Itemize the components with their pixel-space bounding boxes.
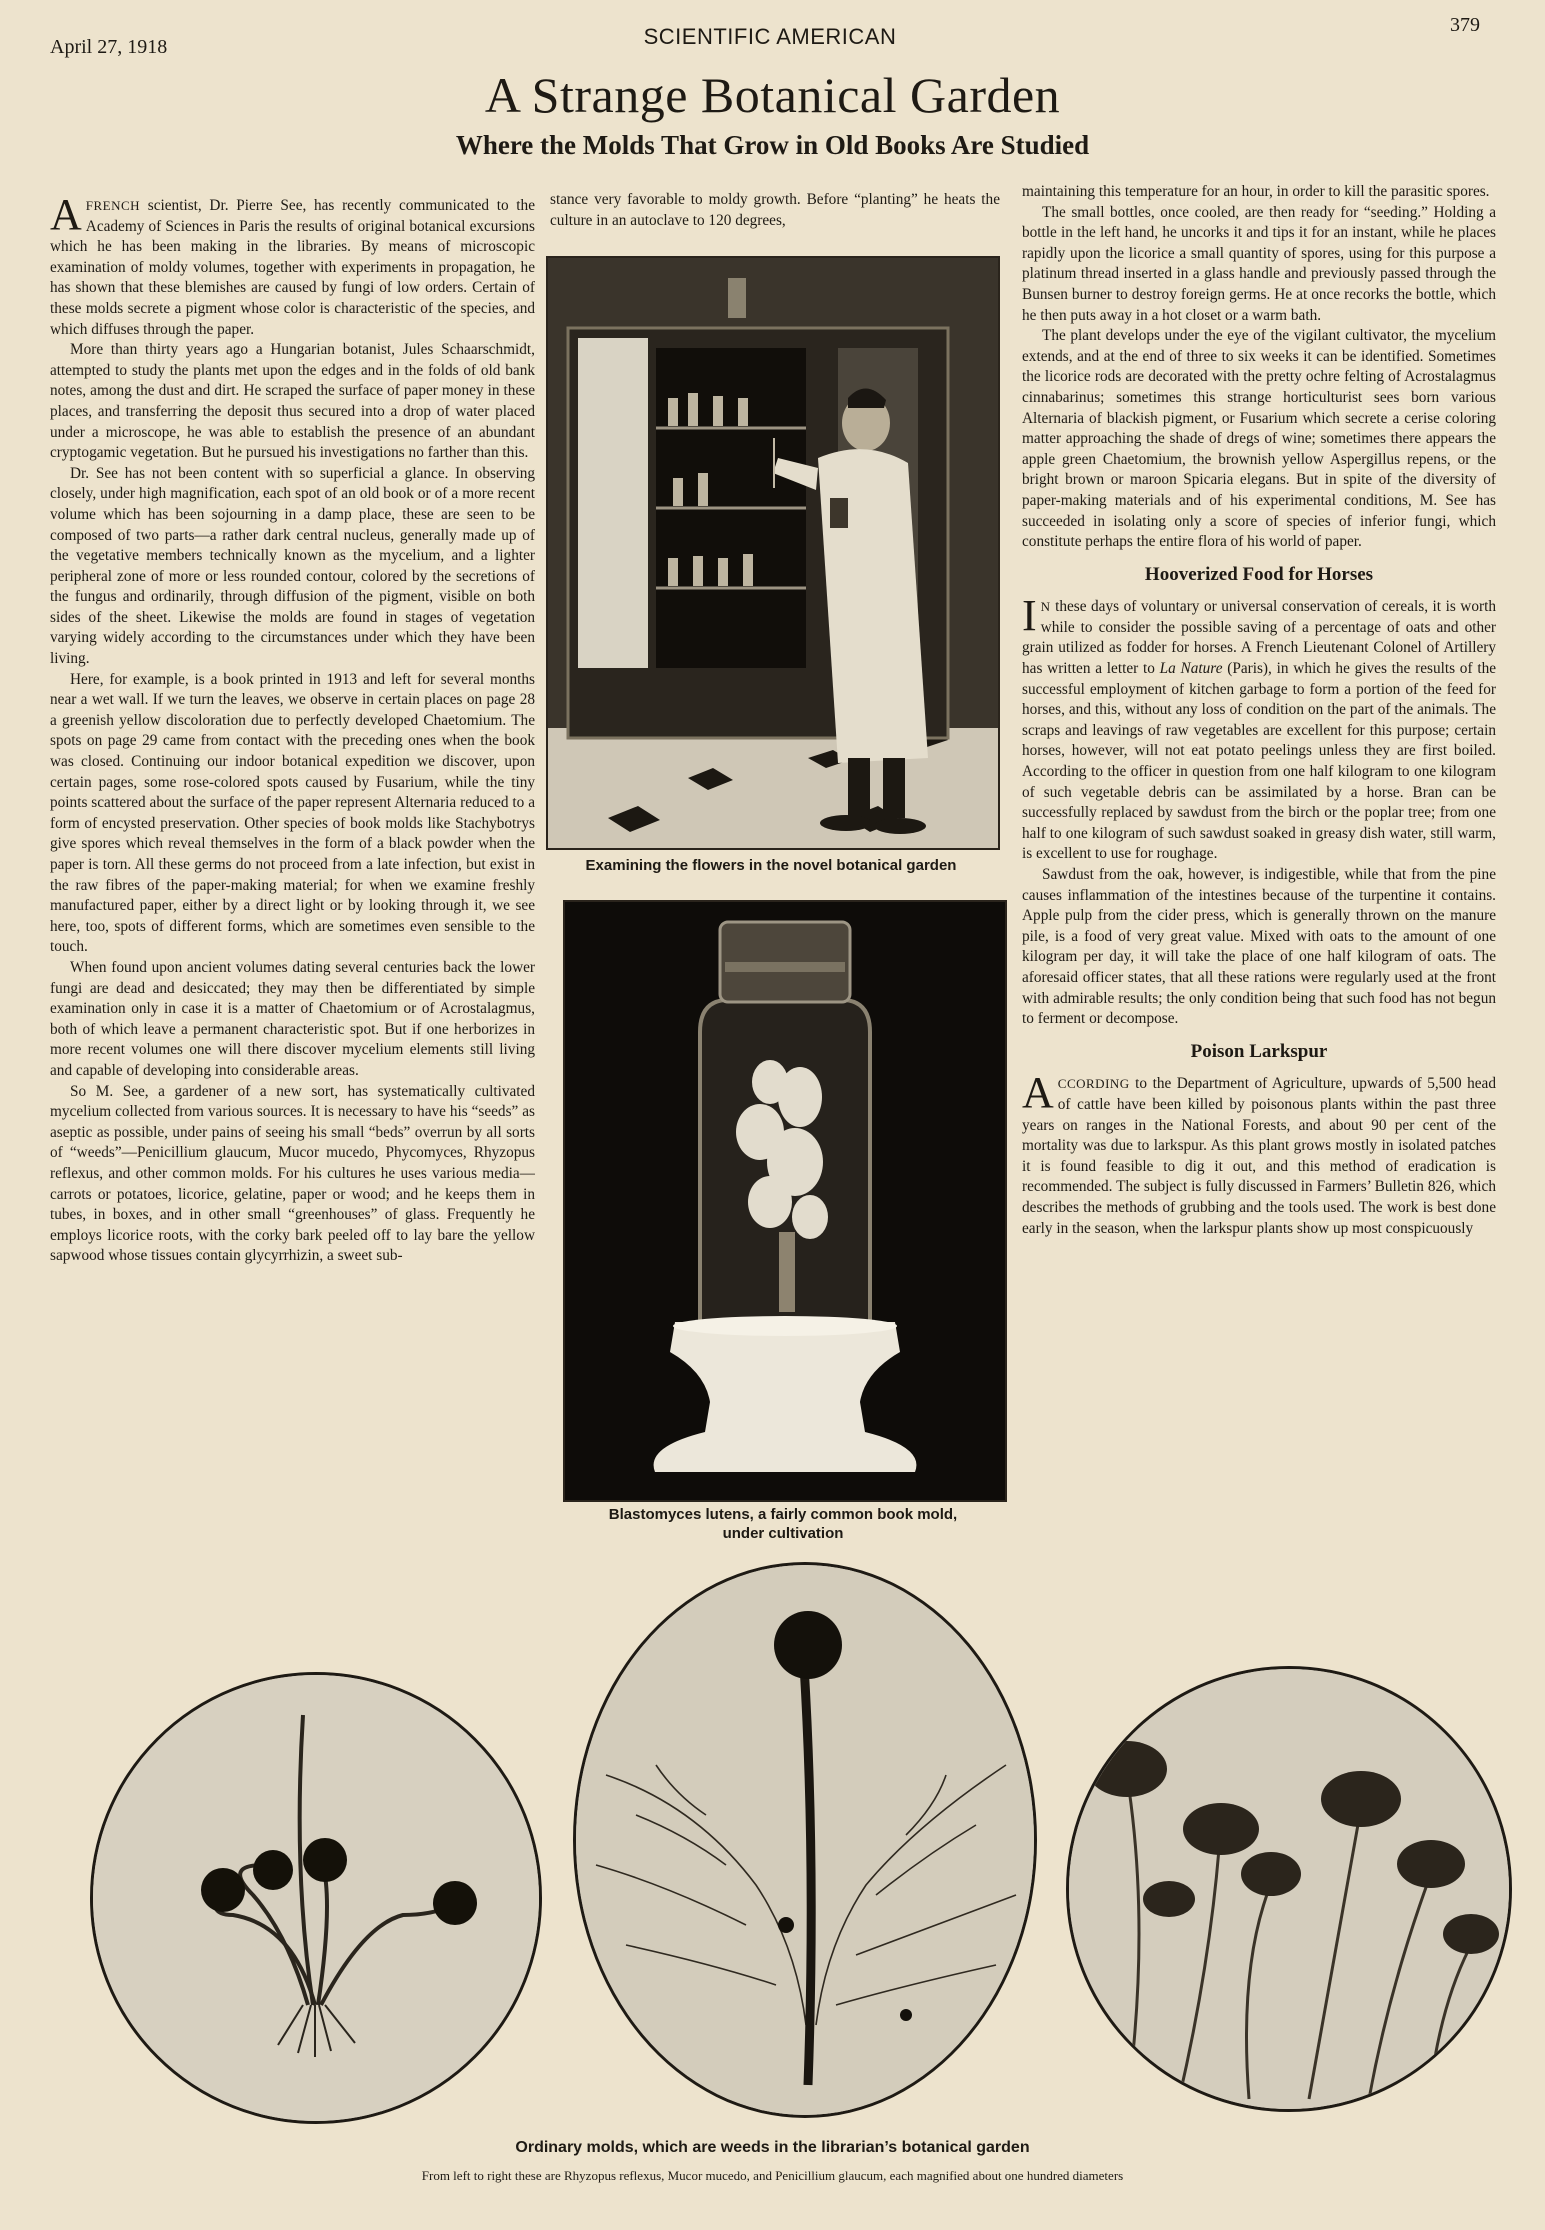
page-number: 379 [1450, 14, 1480, 36]
mucor-micrograph [573, 1562, 1037, 2118]
article-title: A Strange Botanical Garden [484, 67, 1061, 123]
paragraph: AFRENCH scientist, Dr. Pierre See, has recently communicated to the Academy of Sciences in Paris the results of original botanical excursions which he has been making in the libraries. By means of microscopic examination of moldy volumes, together with experiments in propagation, he has shown that these blemishes are caused by fungi of low orders. Certain of these molds secrete a pigment whose color is characteristic of the species, and which diffuses through the paper. [50, 196, 535, 338]
mold-jar-image [565, 902, 1005, 1500]
magazine-name: SCIENTIFIC AMERICAN [643, 24, 897, 49]
drop-cap: I [1022, 591, 1037, 641]
lab-caption: Examining the flowers in the novel botanical garden [585, 857, 957, 874]
penicillium-image [1069, 1669, 1509, 2109]
jar-caption-line-2: under cultivation [722, 1525, 844, 1542]
rhyzopus-image [93, 1675, 539, 2121]
section-heading-larkspur: Poison Larkspur [1190, 1040, 1328, 1062]
section-heading-horses: Hooverized Food for Horses [1144, 563, 1374, 585]
mucor-image [576, 1565, 1034, 2115]
paragraph: Sawdust from the oak, however, is indigestible, while that from the pine causes inflammation of the intestines because of the turpentine it contains. Apple pulp from the cider press, which is generally thrown on the manure pile, is a food of very great value. Mixed with oats to the amount of one kilogram per day, it will take the place of one half kilogram of oats. The aforesaid officer states, that all these rations were regularly used at the front with admirable results; the only condition being that such food has not begun to ferment or decompose. [1022, 866, 1496, 1028]
drop-cap: A [50, 196, 82, 239]
lab-scene-image [548, 258, 998, 848]
penicillium-micrograph [1066, 1666, 1512, 2112]
column-2-text [550, 190, 1000, 236]
article-subtitle: Where the Molds That Grow in Old Books Are Studied [455, 130, 1090, 160]
column-3 [1022, 182, 1496, 1642]
paragraph: The plant develops under the eye of the vigilant cultivator, the mycelium extends, and at the end of three to six weeks it can be identified. Sometimes the licorice rods are decorated with the pretty ochre felting of Acrostalagmus cinnabarinus; sometimes this strange horticulturist sees born various Alternaria of blackish pigment, or Fusarium which secrete a cerise coloring matter approaching the shade of dregs of wine; sometimes there appears the apple green Chaetomium, the brownish yellow Aspergillus repens, or the bright brown or maroon Spicaria elegans. But in spite of the diversity of paper-making materials and of his experimental conditions, M. See has succeeded in isolating only a score of species of inferior fungi, which constitute perhaps the entire flora of his world of paper. [1022, 327, 1496, 551]
paragraph: ACCORDING to the Department of Agriculture, upwards of 5,500 head of cattle have been killed by poisonous plants within the past three years on ranges in the National Forests, and about 90 per cent of the mortality was due to larkspur. As this plant grows mostly in isolated patches it is found feasible to dig it out, and this method of eradication is recommended. The subject is fully discussed in Farmers’ Bulletin 826, which describes the methods of grubbing and the tools used. The work is best done early in the season, when the larkspur plants show up most conspicuously [1022, 1068, 1496, 1237]
lab-photograph [546, 256, 1000, 850]
mold-jar-photograph [563, 900, 1007, 1502]
rhyzopus-micrograph [90, 1672, 542, 2124]
column-1 [50, 196, 535, 1666]
paragraph: maintaining this temperature for an hour, in order to kill the parasitic spores. [1022, 183, 1490, 200]
drop-cap: A [1022, 1068, 1054, 1118]
molds-caption: Ordinary molds, which are weeds in the librarian’s botanical garden [515, 2139, 1030, 2156]
paragraph: The small bottles, once cooled, are then ready for “seeding.” Holding a bottle in the left hand, he uncorks it and tips it for an instant, while he places rapidly upon the licorice a small quantity of spores, using for this purpose a platinum thread inserted in a glass handle and previously passed through the Bunsen burner to destroy foreign germs. He at once recorks the bottle, which he then puts away in a hot closet or a warm bath. [1022, 203, 1496, 324]
paragraph: I N these days of voluntary or universal conservation of cereals, it is worth while to consider the possible saving of a percentage of oats and other grain utilized as fodder for horses. A French Lieutenant Colonel of Artillery has written a letter to La Nature (Paris), in which he gives the results of the successful employment of kitchen garbage to form a portion of the feed for horses, and this, without any loss of condition on the part of the animals. The scraps and leavings of raw vegetables are excellent for this purpose; certain horses, however, will not eat potato peelings unless they are first boiled. According to the officer in question from one half kilogram to one kilogram of such vegetable debris can be assimilated by a horse. Bran can be successfully replaced by sawdust from the birch or the poplar tree; from one half to one kilogram of such sawdust soaked in greasy dish water, still warm, is excellent to use for roughage. [1022, 591, 1496, 863]
issue-date: April 27, 1918 [50, 36, 168, 58]
paragraph: So M. See, a gardener of a new sort, has systematically cultivated mycelium collected from various sources. It is necessary to have his “seeds” as aseptic as possible, under pains of seeing his small “beds” overrun by all sorts of “weeds”—Penicillium glaucum, Mucor mucedo, Phycomyces, Rhyzopus reflexus, and other common molds. For his cultures he uses various media—carrots or potatoes, licorice, gelatine, paper or wood; and he keeps them in tubes, in boxes, and in other small “greenhouses” of glass. Frequently he employs licorice roots, with the corky bark peeled off to lay bare the yellow sapwood whose tissues contain glycyrrhizin, a sweet sub- [50, 1082, 535, 1265]
jar-caption-line-1: Blastomyces lutens, a fairly common book mold, [608, 1506, 958, 1523]
paragraph: When found upon ancient volumes dating several centuries back the lower fungi are dead and desiccated; they may then be differentiated by simple examination only in case it is a matter of Chaetomium or of Acrostalagmus, both of which leave a permanent characteristic spot. But if one herborizes in more recent volumes one will there discover mycelium elements still living and capable of developing into considerable areas. [50, 958, 535, 1079]
paragraph: Dr. See has not been content with so superficial a glance. In observing closely, under high magnification, each spot of an old book or of a more recent volume which has been sojourning in a damp place, these are seen to be composed of two parts—a rather dark central nucleus, generally made up of the vegetative members technically known as the mycelium, and a lighter peripheral zone of more or less rounded contour, colored by the secretions of the fungus and ordinarily, through diffusion of the pigment, visible on both sides of the sheet. Likewise the molds are found in stages of vegetation varying widely according to the circumstances under which they have been living. [50, 464, 535, 668]
paragraph: stance very favorable to moldy growth. Before “planting” he heats the culture in an autoclave to 120 degrees, [550, 191, 1000, 229]
paragraph: Here, for example, is a book printed in 1913 and left for several months near a wet wall. If we turn the leaves, we observe in certain places on page 28 a greenish yellow discoloration due to perfectly developed Chaetomium. The spots on page 29 came from contact with the preceding ones when the book was closed. Continuing our indoor botanical expedition we discover, upon certain pages, some rose-colored spots caused by Fusarium, while the tiny points scattered about the surface of the paper represent Alternaria reduced to a form of encysted preservation. Other species of book molds like Stachybotrys give spores which reveal themselves in the form of a black powder when the paper is torn. All these germs do not proceed from a late infection, but exist in the raw fibres of the paper-making material; for when we examine freshly manufactured paper, either by a direct light or by looking through it, we see here, too, spots of different forms, which are sometimes even sensible to the touch. [50, 670, 535, 956]
molds-subcaption: From left to right these are Rhyzopus reflexus, Mucor mucedo, and Penicillium glaucum, each magnified about one hundred diameters [421, 2168, 1124, 2183]
paragraph: More than thirty years ago a Hungarian botanist, Jules Schaarschmidt, attempted to study the plants met upon the edges and in the folds of old bank notes, among the dust and dirt. He scraped the surface of paper money in these places, and transferring the deposit thus secured into a drop of water placed under a microscope, he was able to establish the presence of an abundant cryptogamic vegetation. But he pursued his investigations no farther than this. [50, 341, 535, 462]
